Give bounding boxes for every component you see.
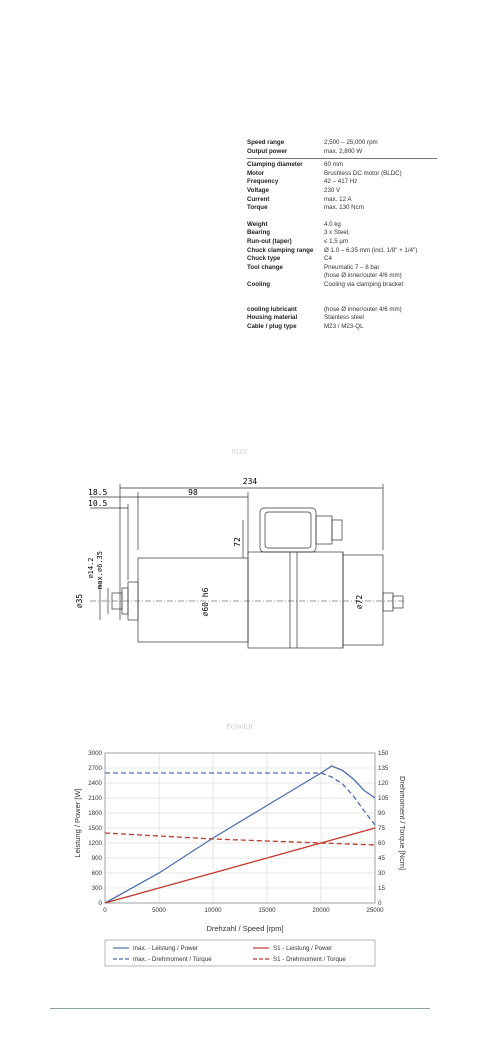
y-tick-label: 300 [91, 885, 102, 892]
spec-row [247, 161, 437, 170]
spec-label: Chuck type [247, 255, 281, 263]
spec-label: Cooling [247, 280, 271, 288]
spec-row [247, 204, 437, 213]
dim-diameter-60-h6: ∅60 h6 [201, 587, 210, 617]
spec-gap [247, 290, 437, 298]
spec-label: Cable / plug type [247, 322, 297, 330]
dim-diameter-72: ∅72 [355, 594, 364, 610]
spec-label: Current [247, 195, 270, 203]
y-tick-label: 1200 [88, 840, 102, 847]
y2-axis-label: Drehmoment / Torque [Ncm] [398, 775, 407, 871]
y2-tick-label: 15 [378, 885, 385, 892]
spec-value: 4.0 kg [324, 220, 341, 228]
y-axis-label: Leistung / Power [W] [73, 788, 82, 858]
spec-value: (hose Ø inner/outer 4/6 mm) [324, 272, 402, 280]
y2-tick-label: 0 [378, 900, 382, 907]
y-tick-label: 0 [98, 900, 102, 907]
legend-label-0: max. - Leistung / Power [133, 945, 198, 953]
dimension-drawing [60, 470, 420, 670]
spec-label: Clamping diameter [247, 161, 303, 169]
y-tick-label: 1500 [88, 825, 102, 832]
y2-tick-label: 75 [378, 825, 385, 832]
legend-label-1: S1 - Leistung / Power [273, 945, 333, 953]
size-caption: SIZE [231, 448, 249, 456]
x-tick-label: 20000 [312, 907, 330, 914]
x-axis-label: Drehzahl / Speed [rpm] [206, 924, 284, 933]
y-tick-label: 2400 [88, 780, 102, 787]
x-tick-label: 25000 [366, 907, 384, 914]
dim-diameter-35: ∅35 [75, 593, 84, 609]
spec-row [247, 238, 437, 247]
spec-label: Frequency [247, 178, 279, 186]
x-tick-label: 15000 [258, 907, 276, 914]
spec-row [247, 178, 437, 187]
spec-row [247, 196, 437, 205]
spec-divider [247, 158, 437, 159]
spec-value: Ø 1.0 – 6.35 mm (incl. 1/8" + 1/4") [324, 246, 418, 254]
spec-gap [247, 213, 437, 221]
spec-value: C4 [324, 255, 332, 263]
spec-value: 230 V [324, 186, 341, 194]
spec-table [247, 139, 437, 331]
spec-label: Bearing [247, 229, 271, 237]
spec-value: 2,500 – 25,000 rpm [324, 139, 378, 146]
spec-row [247, 170, 437, 179]
y-tick-label: 2700 [88, 765, 102, 772]
spec-value: Brushless DC motor (BLDC) [324, 169, 402, 177]
y2-tick-label: 30 [378, 870, 385, 877]
legend-label-3: S1 - Drehmoment / Torque [273, 956, 346, 964]
spec-label: Chuck clamping range [247, 246, 314, 254]
spec-row [247, 139, 437, 148]
spec-value: 60 mm [324, 161, 343, 169]
y2-tick-label: 90 [378, 810, 385, 817]
y2-tick-label: 135 [378, 765, 389, 772]
spec-row [247, 247, 437, 256]
spec-row [247, 229, 437, 238]
spec-row [247, 272, 437, 281]
spec-row [247, 221, 437, 230]
spec-value: Cooling via clamping bracket [324, 280, 404, 288]
spec-value: M23 / M23-QL [324, 322, 364, 330]
power-caption: POWER [226, 723, 254, 731]
spec-label: Torque [247, 204, 268, 212]
y-tick-label: 2100 [88, 795, 102, 802]
dim-10-5: 10.5 [88, 499, 108, 508]
spec-value: max. 130 Ncm [324, 204, 364, 212]
y-tick-label: 3000 [88, 750, 102, 757]
spec-label: Motor [247, 169, 265, 177]
spec-value: (hose Ø inner/outer 4/6 mm) [324, 305, 402, 313]
dim-diameter-14-2: ∅14.2 [87, 557, 95, 579]
y2-tick-label: 120 [378, 780, 389, 787]
x-tick-label: 5000 [152, 907, 166, 914]
y-tick-label: 1800 [88, 810, 102, 817]
spec-row [247, 281, 437, 290]
spec-row [247, 187, 437, 196]
spec-value: ≤ 1.5 µm [324, 237, 349, 245]
x-tick-label: 0 [103, 907, 107, 914]
dim-18-5: 18.5 [88, 488, 108, 497]
spec-label: cooling lubricant [247, 305, 297, 313]
spec-row [247, 323, 437, 332]
y2-tick-label: 45 [378, 855, 385, 862]
spec-label [247, 272, 324, 281]
power-torque-chart [60, 735, 420, 970]
y2-tick-label: 150 [378, 750, 389, 757]
spec-row [247, 255, 437, 264]
bottom-divider [50, 1008, 430, 1009]
spec-value: 42 – 417 Hz [324, 178, 358, 186]
dim-72-vertical: 72 [233, 537, 242, 547]
dim-max-diameter-6-35: max.∅6.35 [96, 551, 104, 589]
spec-label: Weight [247, 220, 268, 228]
spec-label: Speed range [247, 139, 285, 146]
spec-value: Stainless steel [324, 314, 364, 322]
spec-gap [247, 298, 437, 306]
spec-value: 3 x Steel, [324, 229, 350, 237]
x-tick-label: 10000 [204, 907, 222, 914]
spec-label: Tool change [247, 263, 283, 271]
spec-label: Output power [247, 147, 288, 155]
spec-value: Pneumatic 7 – 8 bar [324, 263, 380, 271]
spec-value: max. 2,800 W [324, 147, 363, 155]
chart-legend [105, 940, 375, 966]
spec-row [247, 314, 437, 323]
spec-value: max. 12 A [324, 195, 352, 203]
y2-tick-label: 60 [378, 840, 385, 847]
spec-row [247, 264, 437, 273]
dim-98: 98 [188, 488, 198, 497]
spec-row [247, 306, 437, 315]
y-tick-label: 600 [91, 870, 102, 877]
spec-label: Run-out (taper) [247, 237, 292, 245]
legend-label-2: max. - Drehmoment / Torque [133, 956, 212, 964]
dim-234: 234 [242, 477, 258, 486]
spec-label: Housing material [247, 314, 298, 322]
spec-row [247, 148, 437, 157]
y-tick-label: 900 [91, 855, 102, 862]
spec-label: Voltage [247, 186, 269, 194]
y2-tick-label: 105 [378, 795, 389, 802]
